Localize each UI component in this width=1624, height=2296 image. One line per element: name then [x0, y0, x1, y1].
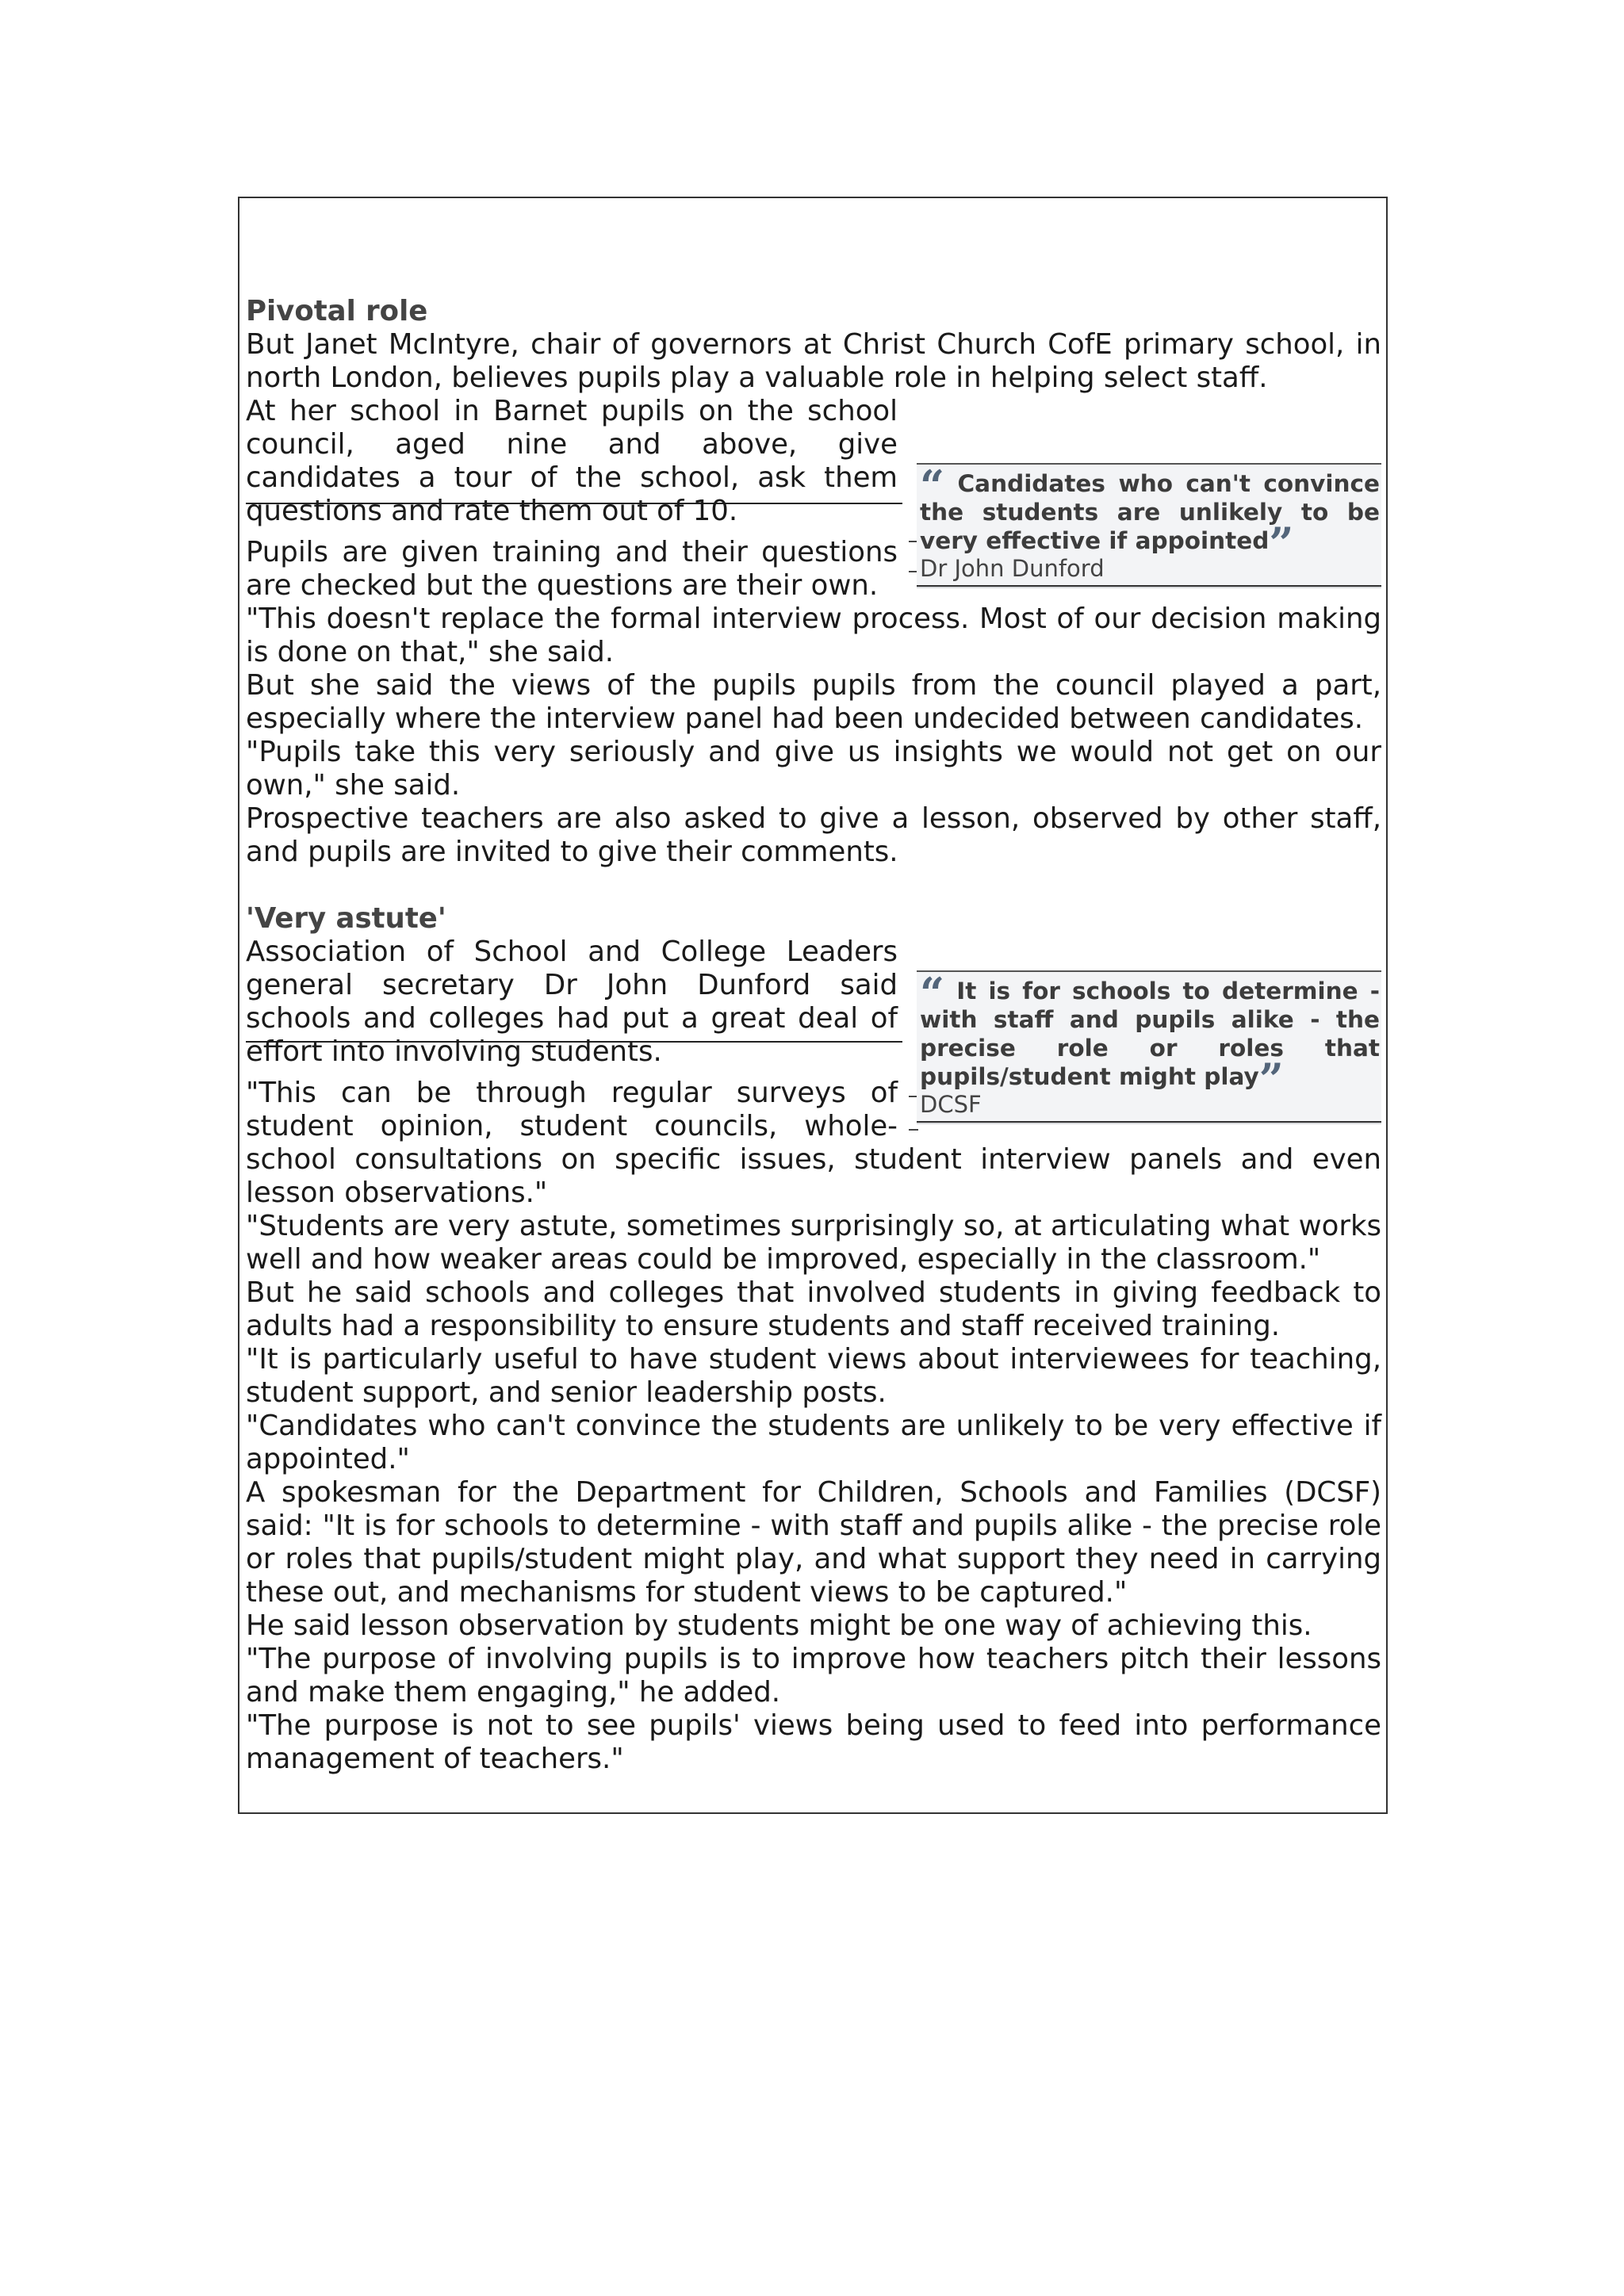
paragraph-14: A spokesman for the Department for Children, Schools and Families (DCSF) said: "It is for schools to determine - with staff and pupils alike - the precise role or roles that pupils/student might play, and what support they need in carrying these out, and mechanisms for student views to be captured." — [246, 1476, 1381, 1609]
open-quote-icon: “ — [920, 968, 945, 1019]
pullquote-1-source: Dr John Dunford — [920, 555, 1105, 582]
paragraph-16: "The purpose of involving pupils is to improve how teachers pitch their lessons and make them engaging," he added. — [246, 1643, 1381, 1709]
paragraph-12: "It is particularly useful to have student views about interviewees for teaching, student support, and senior leadership posts. — [246, 1343, 1381, 1409]
paragraph-3: Pupils are given training and their questions are checked but the questions are their own. — [246, 536, 898, 602]
paragraph-10: "Students are very astute, sometimes surprisingly so, at articulating what works well and how weaker areas could be improved, especially in the classroom." — [246, 1210, 1381, 1276]
open-quote-icon: “ — [920, 461, 945, 511]
paragraph-1: But Janet McIntyre, chair of governors at Christ Church CofE primary school, in north London, believes pupils play a valuable role in helping select staff. — [246, 328, 1381, 394]
pullquote-1-text-block — [920, 461, 1380, 568]
pullquote-2 — [917, 970, 1381, 1123]
paragraph-4: "This doesn't replace the formal interview process. Most of our decision making is done on that," she said. — [246, 603, 1381, 668]
pullquote-2-text: It is for schools to determine - with staff and pupils alike - the precise role or roles that pupils/student might play — [920, 978, 1380, 1090]
pullquote-2-source: DCSF — [920, 1091, 982, 1118]
close-quote-icon: ” — [1258, 1054, 1284, 1104]
pullquote-1-text: Candidates who can't convince the students are unlikely to be very effective if appointed — [920, 470, 1380, 554]
paragraph-2: At her school in Barnet pupils on the school council, aged nine and above, give candidates a tour of the school, ask them questions and rate them out of 10. — [246, 395, 898, 527]
close-quote-icon: ” — [1269, 518, 1294, 568]
paragraph-8: Association of School and College Leaders general secretary Dr John Dunford said schools and colleges had put a great deal of effort into involving students. — [246, 936, 898, 1068]
section-heading-very-astute: 'Very astute' — [246, 902, 446, 935]
pullquote-1 — [917, 463, 1381, 587]
paragraph-13: "Candidates who can't convince the students are unlikely to be very effective if appointed." — [246, 1410, 1381, 1475]
section-heading-pivotal-role: Pivotal role — [246, 295, 428, 327]
paragraph-7: Prospective teachers are also asked to give a lesson, observed by other staff, and pupils are invited to give their comments. — [246, 802, 1381, 868]
article-body — [246, 295, 1381, 1776]
section-gap — [246, 869, 1381, 902]
paragraph-5: But she said the views of the pupils pupils from the council played a part, especially where the interview panel had been undecided between candidates. — [246, 669, 1381, 735]
paragraph-17: "The purpose is not to see pupils' views being used to feed into performance management of teachers." — [246, 1709, 1381, 1775]
pullquote-2-text-block — [920, 968, 1380, 1104]
paragraph-6: "Pupils take this very seriously and give us insights we would not get on our own," she said. — [246, 736, 1381, 802]
paragraph-11: But he said schools and colleges that involved students in giving feedback to adults had a responsibility to ensure students and staff received training. — [246, 1276, 1381, 1342]
paragraph-9: "This can be through regular surveys of student opinion, student councils, whole-school consultations on specific issues, student interview panels and even lesson observations." — [246, 1077, 1381, 1209]
paragraph-15: He said lesson observation by students might be one way of achieving this. — [246, 1609, 1312, 1642]
